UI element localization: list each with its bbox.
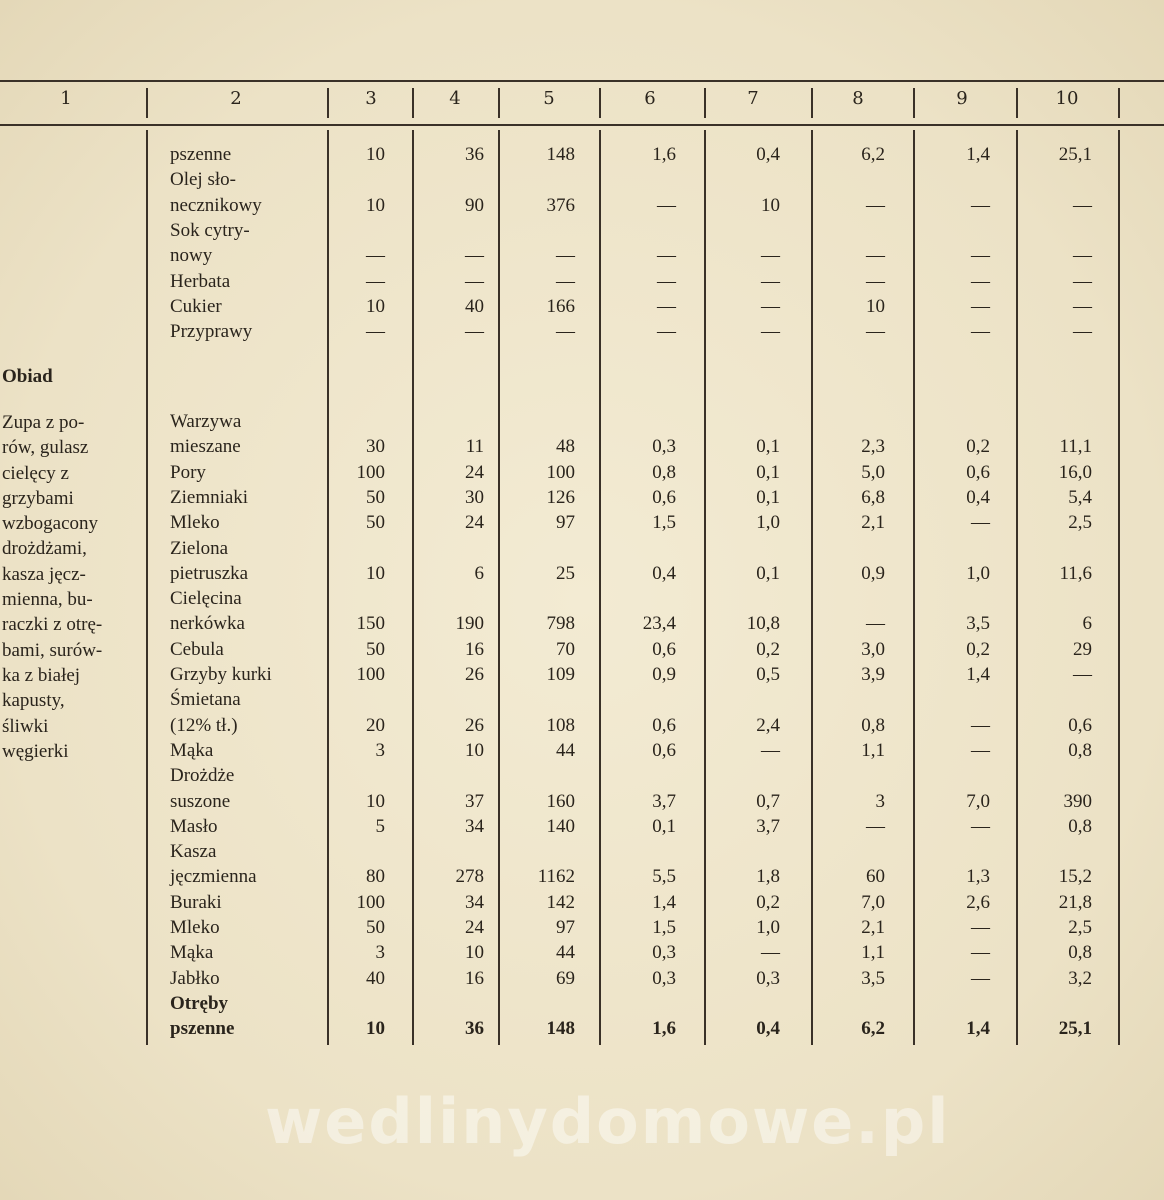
table-cell: 1,6 [652, 1018, 676, 1040]
table-cell: 0,2 [756, 638, 780, 660]
table-cell: 30 [366, 436, 385, 458]
table-cell: 0,4 [652, 562, 676, 584]
dish-line: wzbogacony [2, 513, 99, 535]
table-cell: 1,1 [861, 739, 885, 761]
table-cell: — [556, 321, 575, 343]
table-cell: 48 [556, 436, 575, 458]
table-cell: 150 [356, 613, 385, 635]
table-cell: — [1073, 321, 1092, 343]
table-cell: 0,6 [652, 638, 676, 660]
table-cell: 23,4 [642, 613, 676, 635]
table-cell: 50 [366, 917, 385, 938]
table-cell: 3 [375, 942, 385, 964]
column-header: 4 [449, 88, 461, 109]
table-cell: 109 [546, 664, 575, 685]
table-cell: 0,3 [652, 967, 676, 989]
table-cell: 798 [546, 613, 575, 635]
table-cell: 0,5 [756, 664, 780, 685]
table-cell: — [971, 967, 990, 989]
header-divider [1016, 88, 1018, 118]
table-cell: 10 [761, 194, 780, 216]
watermark: wedlinydomowe.pl [265, 1085, 951, 1158]
table-cell: 16 [465, 638, 484, 660]
dish-line: grzybami [2, 487, 74, 509]
table-cell: 2,6 [966, 891, 990, 913]
table-cell: 0,8 [1068, 942, 1092, 964]
table-cell: — [657, 245, 676, 267]
column-header: 8 [852, 88, 864, 109]
ingredient-name: (12% tł.) [170, 714, 238, 736]
table-cell: 3,0 [861, 638, 885, 660]
column-header: 3 [365, 88, 377, 109]
table-cell: — [866, 270, 885, 292]
table-cell: — [1073, 270, 1092, 292]
table-cell: 10,8 [746, 613, 780, 635]
table-cell: — [1073, 245, 1092, 267]
dish-line: śliwki [2, 715, 49, 737]
table-cell: 37 [465, 790, 484, 812]
ingredient-name: Herbata [170, 270, 231, 292]
header-divider [327, 88, 329, 118]
table-cell: 278 [455, 866, 484, 888]
table-cell: 0,2 [966, 638, 990, 660]
ingredient-name: pszenne [170, 1018, 235, 1040]
table-cell: 44 [556, 942, 575, 964]
table-cell: 0,1 [652, 815, 676, 837]
header-divider [412, 88, 414, 118]
table-cell: 3,2 [1068, 967, 1092, 989]
table-cell: 10 [366, 194, 385, 216]
table-cell: 0,6 [966, 461, 990, 483]
table-cell: 11 [465, 436, 484, 458]
table-cell: — [866, 321, 885, 343]
table-cell: — [971, 815, 990, 837]
table-cell: — [556, 245, 575, 267]
table-cell: 21,8 [1058, 891, 1092, 913]
table-cell: 1,5 [652, 917, 676, 938]
table-cell: 5,0 [861, 461, 885, 483]
table-cell: 3 [375, 739, 385, 761]
ingredient-name: pszenne [170, 144, 232, 165]
header-divider [913, 88, 915, 118]
table-cell: — [761, 295, 780, 317]
dish-line: mienna, bu- [2, 589, 93, 611]
table-cell: 0,9 [652, 664, 676, 685]
table-cell: 126 [546, 486, 575, 508]
table-cell: — [465, 245, 484, 267]
dish-line: rów, gulasz [2, 437, 89, 459]
table-cell: 0,9 [861, 562, 885, 584]
column-divider [1118, 130, 1120, 1045]
table-cell: — [971, 739, 990, 761]
table-cell: — [761, 321, 780, 343]
table-cell: 3,7 [756, 815, 780, 837]
table-cell: — [657, 194, 676, 216]
table-cell: — [866, 194, 885, 216]
table-cell: 1,4 [652, 891, 676, 913]
table-cell: 140 [546, 815, 575, 837]
ingredient-name: Jabłko [170, 967, 220, 989]
table-cell: 6,8 [861, 486, 885, 508]
table-cell: — [866, 613, 885, 635]
dish-description [2, 410, 102, 764]
ingredient-name: pietruszka [170, 562, 249, 584]
table-cell: — [971, 270, 990, 292]
table-cell: 6,2 [861, 1018, 885, 1040]
header-divider [599, 88, 601, 118]
table-cell: 25,1 [1058, 1018, 1092, 1040]
header-divider [1118, 88, 1120, 118]
table-cell: — [366, 321, 385, 343]
table-cell: 30 [465, 486, 484, 508]
table-cell: 142 [546, 891, 575, 913]
table-cell: — [465, 270, 484, 292]
header-divider [704, 88, 706, 118]
ingredient-name: Śmietana [170, 689, 241, 711]
table-cell: 50 [366, 486, 385, 508]
ingredient-name: Warzywa [170, 411, 242, 432]
table-cell: 108 [546, 714, 575, 736]
ingredient-name: Cebula [170, 638, 224, 660]
table-cell: — [657, 270, 676, 292]
table-cell: 24 [465, 917, 484, 938]
table-cell: 166 [546, 295, 575, 317]
column-header: 6 [644, 88, 656, 109]
table-cell: — [971, 512, 990, 534]
table-cell: — [971, 295, 990, 317]
table-cell: 44 [556, 739, 575, 761]
table-cell: 2,5 [1068, 512, 1092, 534]
table-cell: 26 [465, 664, 484, 685]
table-header-rule [0, 124, 1164, 126]
table-cell: 40 [366, 967, 385, 989]
table-cell: — [465, 321, 484, 343]
table-cell: 1,4 [966, 1018, 990, 1040]
table-cell: 80 [366, 866, 385, 888]
table-cell: 10 [465, 942, 484, 964]
table-cell: 10 [866, 295, 885, 317]
table-cell: 20 [366, 714, 385, 736]
table-cell: 7,0 [966, 790, 990, 812]
table-cell: 0,4 [756, 1018, 780, 1040]
table-cell: — [761, 245, 780, 267]
table-cell: — [657, 295, 676, 317]
table-cell: 390 [1063, 790, 1092, 812]
header-divider [146, 88, 148, 118]
table-cell: 5 [375, 815, 385, 837]
table-cell: — [366, 270, 385, 292]
table-cell: 148 [546, 1018, 575, 1040]
table-cell: 24 [465, 461, 484, 483]
ingredient-name: Sok cytry- [170, 219, 250, 241]
table-cell: 376 [546, 194, 575, 216]
table-cell: 0,7 [756, 790, 780, 812]
table-cell: — [761, 739, 780, 761]
table-cell: — [1073, 664, 1092, 685]
table-cell: 2,1 [861, 512, 885, 534]
table-cell: 1,0 [756, 512, 780, 534]
column-header: 9 [956, 88, 968, 109]
ingredient-name: necznikowy [170, 194, 262, 216]
dish-line: węgierki [2, 740, 69, 762]
table-cell: 70 [556, 638, 575, 660]
ingredient-name: Cielęcina [170, 588, 242, 610]
table-cell: 0,3 [756, 967, 780, 989]
table-cell: 6 [474, 562, 484, 584]
table-cell: 1,4 [966, 664, 990, 685]
table-cell: 36 [465, 144, 484, 165]
table-cell: 10 [366, 562, 385, 584]
ingredient-name: suszone [170, 790, 231, 812]
ingredient-name: Zielona [170, 537, 229, 559]
ingredient-name: jęczmienna [170, 866, 257, 888]
table-cell: 97 [556, 512, 575, 534]
table-cell: — [1073, 295, 1092, 317]
table-cell: 60 [866, 866, 885, 888]
table-cell: 26 [465, 714, 484, 736]
column-header: 7 [747, 88, 759, 109]
dish-line: ka z białej [2, 664, 81, 686]
table-cell: 1,0 [966, 562, 990, 584]
table-cell: 1162 [537, 866, 575, 888]
table-cell: 3,5 [861, 967, 885, 989]
ingredient-name: Ziemniaki [170, 486, 249, 508]
table-cell: 0,2 [966, 436, 990, 458]
table-cell: 5,5 [652, 866, 676, 888]
table-cell: 0,6 [652, 739, 676, 761]
table-cell: — [761, 942, 780, 964]
dish-line: kapusty, [2, 690, 65, 712]
column-header: 2 [230, 88, 242, 109]
table-cell: 34 [465, 891, 484, 913]
ingredient-name: Masło [170, 815, 218, 837]
ingredient-name: nerkówka [170, 613, 245, 635]
table-cell: 97 [556, 917, 575, 938]
meal-label: Obiad [2, 366, 53, 387]
table-cell: 3,7 [652, 790, 676, 812]
ingredient-name: Mąka [170, 739, 214, 761]
table-cell: 3 [875, 790, 885, 812]
table-cell: 25,1 [1058, 144, 1092, 165]
column-header: 1 [60, 88, 72, 109]
table-cell: 11,1 [1059, 436, 1092, 458]
table-cell: 10 [366, 1018, 385, 1040]
ingredient-name: Grzyby kurki [170, 664, 272, 685]
table-cell: — [761, 270, 780, 292]
table-cell: 0,1 [756, 486, 780, 508]
column-header: 10 [1055, 88, 1079, 109]
table-cell: — [971, 917, 990, 938]
table-cell: 148 [546, 144, 575, 165]
ingredient-name: Cukier [170, 295, 222, 317]
dish-line: kasza jęcz- [2, 563, 86, 585]
table-cell: 7,0 [861, 891, 885, 913]
table-cell: 16 [465, 967, 484, 989]
table-cell: 2,1 [861, 917, 885, 938]
table-cell: 0,4 [756, 144, 780, 165]
table-cell: 10 [366, 144, 385, 165]
dish-line: bami, surów- [2, 639, 103, 661]
dish-line: cielęcy z [2, 462, 69, 484]
table-cell: 40 [465, 295, 484, 317]
table-cell: 15,2 [1058, 866, 1092, 888]
dish-line: drożdżami, [2, 538, 87, 560]
table-cell: 25 [556, 562, 575, 584]
table-cell: — [971, 321, 990, 343]
table-cell: 3,9 [861, 664, 885, 685]
table-cell: 6 [1082, 613, 1092, 635]
table-cell: 0,6 [652, 486, 676, 508]
table-cell: 1,4 [966, 144, 990, 165]
table-cell: 11,6 [1059, 562, 1092, 584]
ingredient-name: Mąka [170, 942, 214, 964]
table-cell: 100 [546, 461, 575, 483]
ingredient-name: Mleko [170, 512, 220, 534]
table-cell: 36 [465, 1018, 484, 1040]
ingredient-name: nowy [170, 245, 213, 267]
dish-line: raczki z otrę- [2, 614, 103, 636]
table-cell: 90 [465, 194, 484, 216]
table-cell: — [866, 815, 885, 837]
table-cell: — [971, 194, 990, 216]
table-cell: 10 [465, 739, 484, 761]
table-cell: 100 [356, 891, 385, 913]
table-cell: 34 [465, 815, 484, 837]
table-cell: 100 [356, 664, 385, 685]
table-cell: — [971, 245, 990, 267]
table-cell: 29 [1073, 638, 1092, 660]
table-cell: 1,6 [652, 144, 676, 165]
table-cell: 0,4 [966, 486, 990, 508]
table-cell: 5,4 [1068, 486, 1092, 508]
table-cell: 69 [556, 967, 575, 989]
table-cell: 190 [455, 613, 484, 635]
table-cell: 0,6 [1068, 714, 1092, 736]
ingredient-name: Kasza [170, 841, 217, 863]
table-cell: — [1073, 194, 1092, 216]
table-cell: — [657, 321, 676, 343]
table-cell: 100 [356, 461, 385, 483]
table-cell: — [866, 245, 885, 267]
table-top-rule [0, 80, 1164, 82]
ingredient-name: Olej sło- [170, 169, 236, 191]
table-cell: — [366, 245, 385, 267]
table-cell: 0,8 [1068, 815, 1092, 837]
table-cell: 24 [465, 512, 484, 534]
table-cell: — [971, 714, 990, 736]
table-cell: 0,2 [756, 891, 780, 913]
table-cell: — [556, 270, 575, 292]
ingredient-name: mieszane [170, 436, 241, 458]
table-cell: 10 [366, 790, 385, 812]
table-cell: 2,3 [861, 436, 885, 458]
table-cell: 0,1 [756, 562, 780, 584]
header-divider [811, 88, 813, 118]
dish-line: Zupa z po- [2, 412, 85, 433]
table-cell: 1,3 [966, 866, 990, 888]
column-divider [146, 130, 148, 1045]
table-cell: 3,5 [966, 613, 990, 635]
table-cell: 10 [366, 295, 385, 317]
table-cell: 2,5 [1068, 917, 1092, 938]
ingredient-name: Pory [170, 461, 206, 483]
table-cell: 0,8 [861, 714, 885, 736]
table-cell: — [971, 942, 990, 964]
table-cell: 1,1 [861, 942, 885, 964]
table-cell: 0,3 [652, 436, 676, 458]
ingredient-name: Przyprawy [170, 321, 253, 343]
table-cell: 0,1 [756, 436, 780, 458]
ingredient-name: Mleko [170, 917, 220, 938]
table-cell: 1,5 [652, 512, 676, 534]
table-cell: 0,3 [652, 942, 676, 964]
table-cell: 0,1 [756, 461, 780, 483]
table-cell: 50 [366, 512, 385, 534]
table-cell: 6,2 [861, 144, 885, 165]
ingredient-name: Otręby [170, 992, 229, 1014]
table-cell: 16,0 [1058, 461, 1092, 483]
table-cell: 50 [366, 638, 385, 660]
table-cell: 1,0 [756, 917, 780, 938]
table-cell: 2,4 [756, 714, 780, 736]
table-cell: 0,6 [652, 714, 676, 736]
ingredient-name: Buraki [170, 891, 222, 913]
ingredient-name: Drożdże [170, 765, 235, 787]
table-cell: 0,8 [652, 461, 676, 483]
table-cell: 0,8 [1068, 739, 1092, 761]
table-cell: 160 [546, 790, 575, 812]
table-cell: 1,8 [756, 866, 780, 888]
column-header: 5 [543, 88, 555, 109]
header-divider [498, 88, 500, 118]
